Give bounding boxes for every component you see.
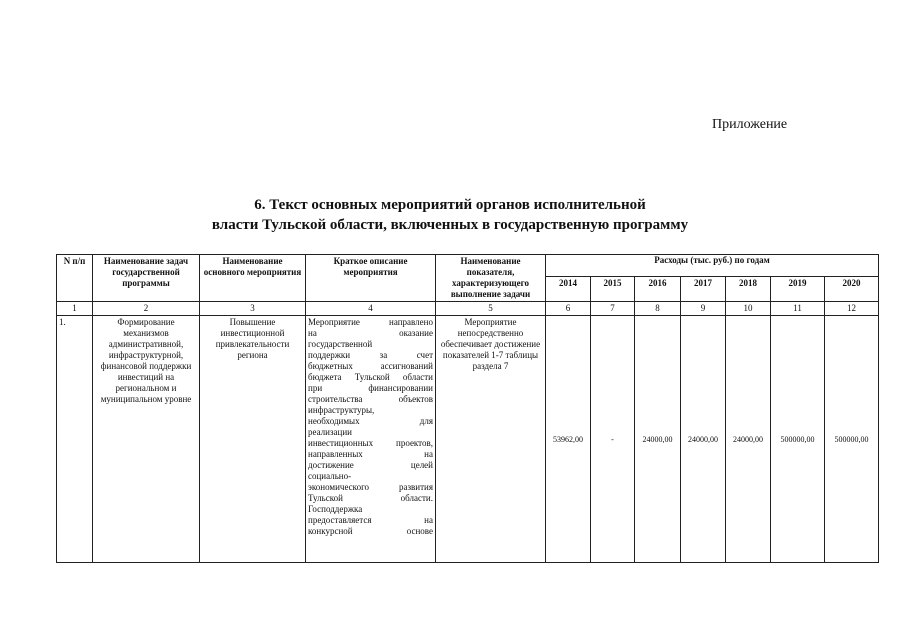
column-index-row xyxy=(57,302,879,316)
column-index: 11 xyxy=(771,302,825,316)
description-line: Господдержка xyxy=(308,504,363,514)
description-line: достижение целей xyxy=(308,460,433,470)
column-index: 6 xyxy=(546,302,591,316)
table-row xyxy=(57,316,879,563)
column-index: 1 xyxy=(57,302,93,316)
description-line: на оказание xyxy=(308,328,433,338)
title-line-2: власти Тульской области, включенных в государственную программу xyxy=(211,217,689,233)
measures-table xyxy=(56,254,879,563)
header-num: N п/п xyxy=(57,255,93,302)
row-task: Формирование механизмов административной, инфраструктурной, финансовой поддержки инвестиций на региональном и муниципальном уровне xyxy=(93,316,200,563)
header-indicator: Наименование показателя, характеризующего выполнение задачи xyxy=(436,255,546,302)
column-index: 10 xyxy=(726,302,771,316)
year-header: 2017 xyxy=(681,276,726,301)
header-tasks: Наименование задач государственной программы xyxy=(93,255,200,302)
description-line: направленных на xyxy=(308,449,433,459)
value-2020: 500000,00 xyxy=(825,316,879,563)
column-index: 2 xyxy=(93,302,200,316)
year-header: 2015 xyxy=(591,276,635,301)
value-2015: - xyxy=(591,316,635,563)
description-line: государственной xyxy=(308,339,373,349)
value-2019: 500000,00 xyxy=(771,316,825,563)
appendix-label: Приложение xyxy=(712,117,788,132)
description-line: бюджетных ассигнований xyxy=(308,361,433,371)
row-indicator: Мероприятие непосредственно обеспечивает достижение показателей 1-7 таблицы раздела 7 xyxy=(436,316,546,563)
description-line: экономического развития xyxy=(308,482,433,492)
year-header: 2020 xyxy=(825,276,879,301)
description-line: Тульской области. xyxy=(308,493,433,503)
description-line: инфраструктуры, xyxy=(308,405,375,415)
column-index: 5 xyxy=(436,302,546,316)
row-description xyxy=(306,316,436,563)
value-2017: 24000,00 xyxy=(681,316,726,563)
value-2014: 53962,00 xyxy=(546,316,591,563)
description-line: поддержки за счет xyxy=(308,350,433,360)
description-line: социально- xyxy=(308,471,352,481)
value-2016: 24000,00 xyxy=(635,316,681,563)
description-line: инвестиционных проектов, xyxy=(308,438,433,448)
description-line: при финансировании xyxy=(308,383,433,393)
column-index: 3 xyxy=(200,302,306,316)
row-number: 1. xyxy=(57,316,93,563)
header-row xyxy=(57,255,879,277)
header-expenses: Расходы (тыс. руб.) по годам xyxy=(546,255,879,277)
description-line: строительства объектов xyxy=(308,394,433,404)
year-header: 2019 xyxy=(771,276,825,301)
description-line: конкурсной основе xyxy=(308,526,433,536)
year-header: 2018 xyxy=(726,276,771,301)
document-title xyxy=(150,195,750,235)
description-line: бюджета Тульской области xyxy=(308,372,433,382)
column-index: 7 xyxy=(591,302,635,316)
year-header: 2016 xyxy=(635,276,681,301)
header-description: Краткое описание мероприятия xyxy=(306,255,436,302)
description-line: реализации xyxy=(308,427,352,437)
year-header: 2014 xyxy=(546,276,591,301)
description-line: необходимых для xyxy=(308,416,433,426)
column-index: 8 xyxy=(635,302,681,316)
description-line: Мероприятие направлено xyxy=(308,317,433,327)
value-2018: 24000,00 xyxy=(726,316,771,563)
description-line: предоставляется на xyxy=(308,515,433,525)
column-index: 12 xyxy=(825,302,879,316)
column-index: 9 xyxy=(681,302,726,316)
row-event: Повышение инвестиционной привлекательности региона xyxy=(200,316,306,563)
header-event: Наименование основного мероприятия xyxy=(200,255,306,302)
column-index: 4 xyxy=(306,302,436,316)
title-line-1: 6. Текст основных мероприятий органов исполнительной xyxy=(254,197,646,213)
